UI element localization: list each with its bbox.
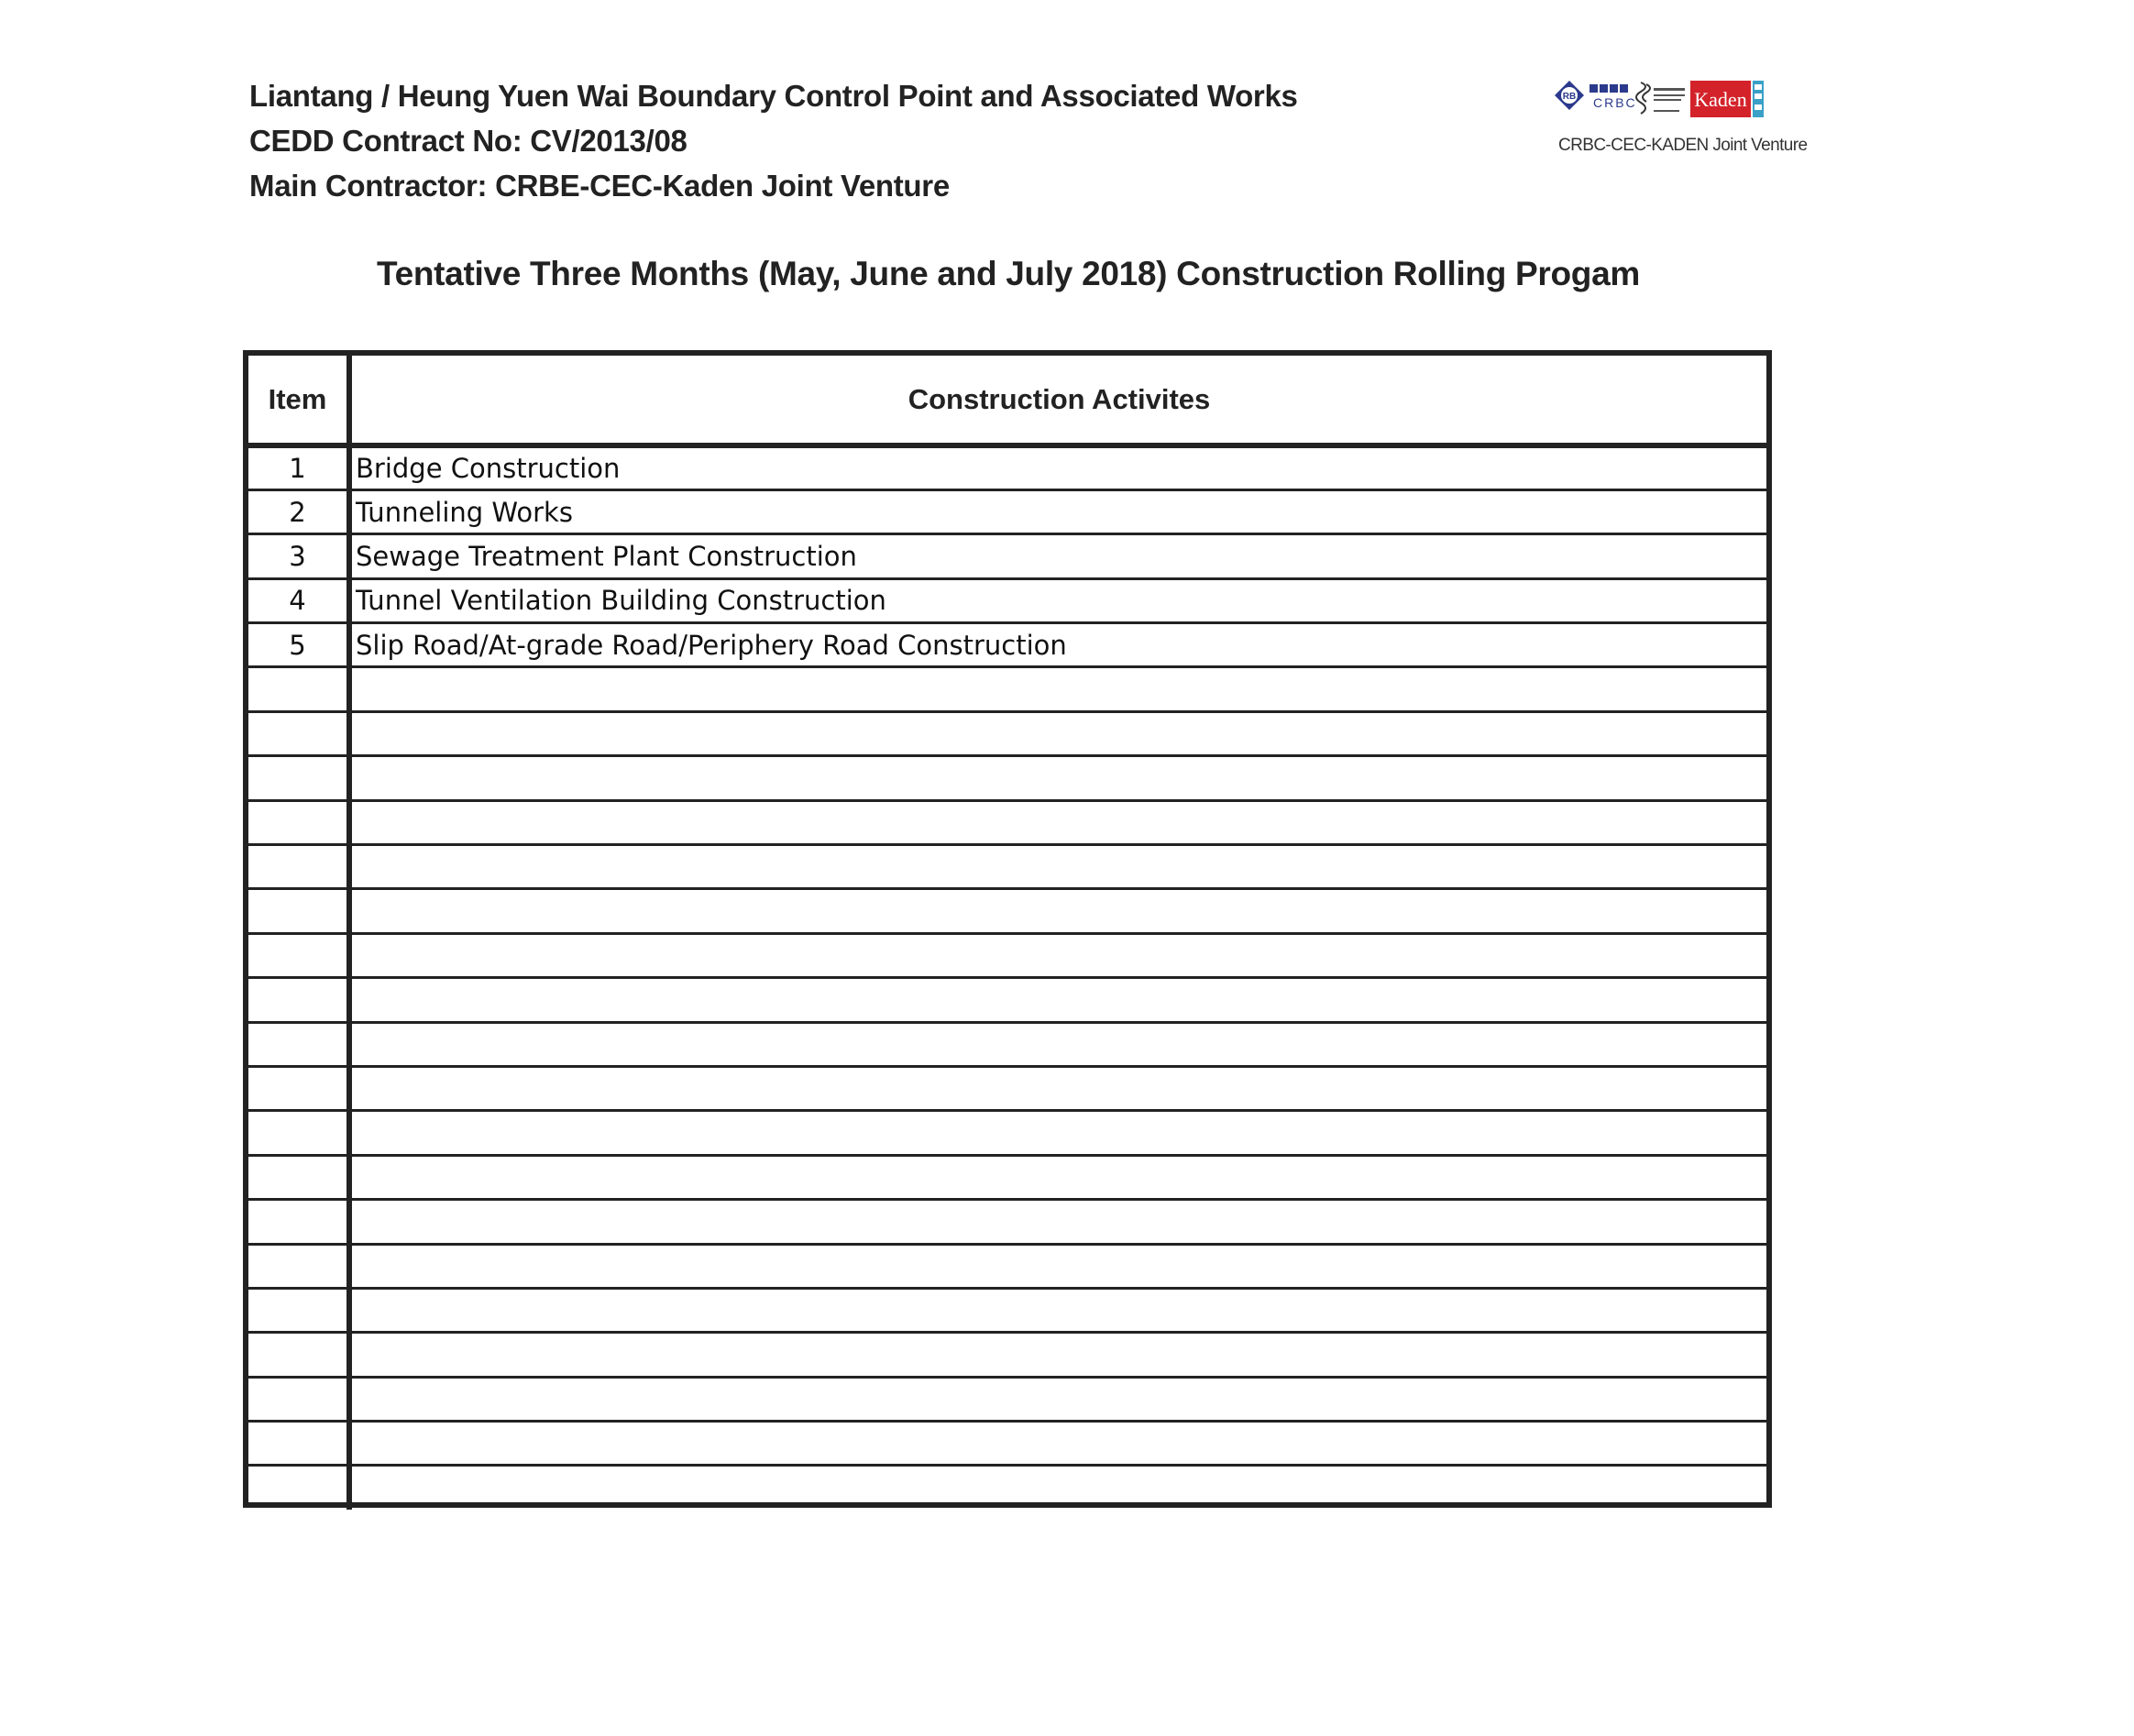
activity-cell: Bridge Construction bbox=[349, 445, 1766, 489]
table-row bbox=[248, 845, 1766, 889]
item-number-cell: 5 bbox=[248, 623, 349, 667]
table-row bbox=[248, 1200, 1766, 1244]
item-number-cell bbox=[248, 1200, 349, 1244]
activity-cell bbox=[349, 1200, 1766, 1244]
activity-cell bbox=[349, 1244, 1766, 1288]
contract-number: CEDD Contract No: CV/2013/08 bbox=[249, 124, 688, 158]
document-title: Tentative Three Months (May, June and July 2018) Construction Rolling Progam bbox=[377, 255, 1640, 292]
table-row bbox=[248, 889, 1766, 933]
item-number-cell bbox=[248, 1333, 349, 1377]
activities-column-header: Construction Activites bbox=[349, 356, 1766, 445]
activity-cell bbox=[349, 667, 1766, 711]
table-row bbox=[248, 756, 1766, 800]
activity-cell bbox=[349, 711, 1766, 755]
activity-cell bbox=[349, 1333, 1766, 1377]
document-header bbox=[249, 73, 1298, 208]
activities-table bbox=[243, 350, 1772, 1508]
table-row bbox=[248, 933, 1766, 977]
table-row bbox=[248, 978, 1766, 1022]
table-row bbox=[248, 711, 1766, 755]
item-number-cell: 1 bbox=[248, 445, 349, 489]
item-number-cell: 2 bbox=[248, 489, 349, 533]
svg-text:Kaden: Kaden bbox=[1694, 88, 1747, 111]
item-number-cell bbox=[248, 1066, 349, 1110]
table-row bbox=[248, 445, 1766, 489]
cec-emblem-icon bbox=[1636, 82, 1650, 114]
item-number-cell bbox=[248, 978, 349, 1022]
item-number-cell bbox=[248, 667, 349, 711]
table-row bbox=[248, 623, 1766, 667]
item-number-cell bbox=[248, 711, 349, 755]
activity-cell bbox=[349, 845, 1766, 889]
table-row bbox=[248, 578, 1766, 622]
activity-cell bbox=[349, 1377, 1766, 1421]
table-row bbox=[248, 1288, 1766, 1332]
table-row bbox=[248, 667, 1766, 711]
activity-cell: Slip Road/At-grade Road/Periphery Road Construction bbox=[349, 623, 1766, 667]
item-number-cell bbox=[248, 1288, 349, 1332]
item-number-cell bbox=[248, 756, 349, 800]
kaden-logo-icon bbox=[1690, 81, 1764, 117]
cec-text-lines-icon bbox=[1654, 88, 1685, 112]
item-number-cell bbox=[248, 800, 349, 844]
activity-cell bbox=[349, 933, 1766, 977]
activity-cell bbox=[349, 889, 1766, 933]
item-number-cell bbox=[248, 1022, 349, 1066]
activity-cell: Sewage Treatment Plant Construction bbox=[349, 534, 1766, 578]
activity-cell bbox=[349, 1155, 1766, 1199]
table-row bbox=[248, 1466, 1766, 1510]
table-row bbox=[248, 1066, 1766, 1110]
item-number-cell bbox=[248, 889, 349, 933]
activity-cell bbox=[349, 1111, 1766, 1155]
activity-cell: Tunneling Works bbox=[349, 489, 1766, 533]
table-row bbox=[248, 1422, 1766, 1466]
table-row bbox=[248, 1111, 1766, 1155]
activity-cell bbox=[349, 800, 1766, 844]
crbc-chinese-mark-icon bbox=[1590, 84, 1628, 93]
activity-cell bbox=[349, 1288, 1766, 1332]
activity-cell bbox=[349, 1066, 1766, 1110]
table-row bbox=[248, 1155, 1766, 1199]
table-row bbox=[248, 1333, 1766, 1377]
svg-text:RB: RB bbox=[1562, 92, 1577, 102]
activity-cell bbox=[349, 978, 1766, 1022]
activity-cell bbox=[349, 1022, 1766, 1066]
item-number-cell bbox=[248, 1111, 349, 1155]
item-number-cell bbox=[248, 933, 349, 977]
table-row bbox=[248, 489, 1766, 533]
table-row bbox=[248, 1022, 1766, 1066]
item-number-cell: 3 bbox=[248, 534, 349, 578]
table-row bbox=[248, 800, 1766, 844]
activity-cell bbox=[349, 1466, 1766, 1510]
item-number-cell: 4 bbox=[248, 578, 349, 622]
item-column-header: Item bbox=[248, 356, 349, 445]
item-number-cell bbox=[248, 1244, 349, 1288]
item-number-cell bbox=[248, 1422, 349, 1466]
crbc-wordmark: CRBC bbox=[1593, 95, 1637, 110]
activity-cell bbox=[349, 756, 1766, 800]
item-number-cell bbox=[248, 1155, 349, 1199]
project-name: Liantang / Heung Yuen Wai Boundary Control Point and Associated Works bbox=[249, 79, 1298, 113]
item-number-cell bbox=[248, 1466, 349, 1510]
crbc-emblem-icon bbox=[1555, 81, 1584, 110]
activity-cell: Tunnel Ventilation Building Construction bbox=[349, 578, 1766, 622]
table-row bbox=[248, 1244, 1766, 1288]
activity-cell bbox=[349, 1422, 1766, 1466]
table-header-row bbox=[248, 356, 1766, 445]
table-row bbox=[248, 1377, 1766, 1421]
item-number-cell bbox=[248, 1377, 349, 1421]
logo-caption: CRBC-CEC-KADEN Joint Venture bbox=[1558, 136, 1808, 155]
item-number-cell bbox=[248, 845, 349, 889]
table-row bbox=[248, 534, 1766, 578]
main-contractor: Main Contractor: CRBE-CEC-Kaden Joint Venture bbox=[249, 169, 950, 203]
